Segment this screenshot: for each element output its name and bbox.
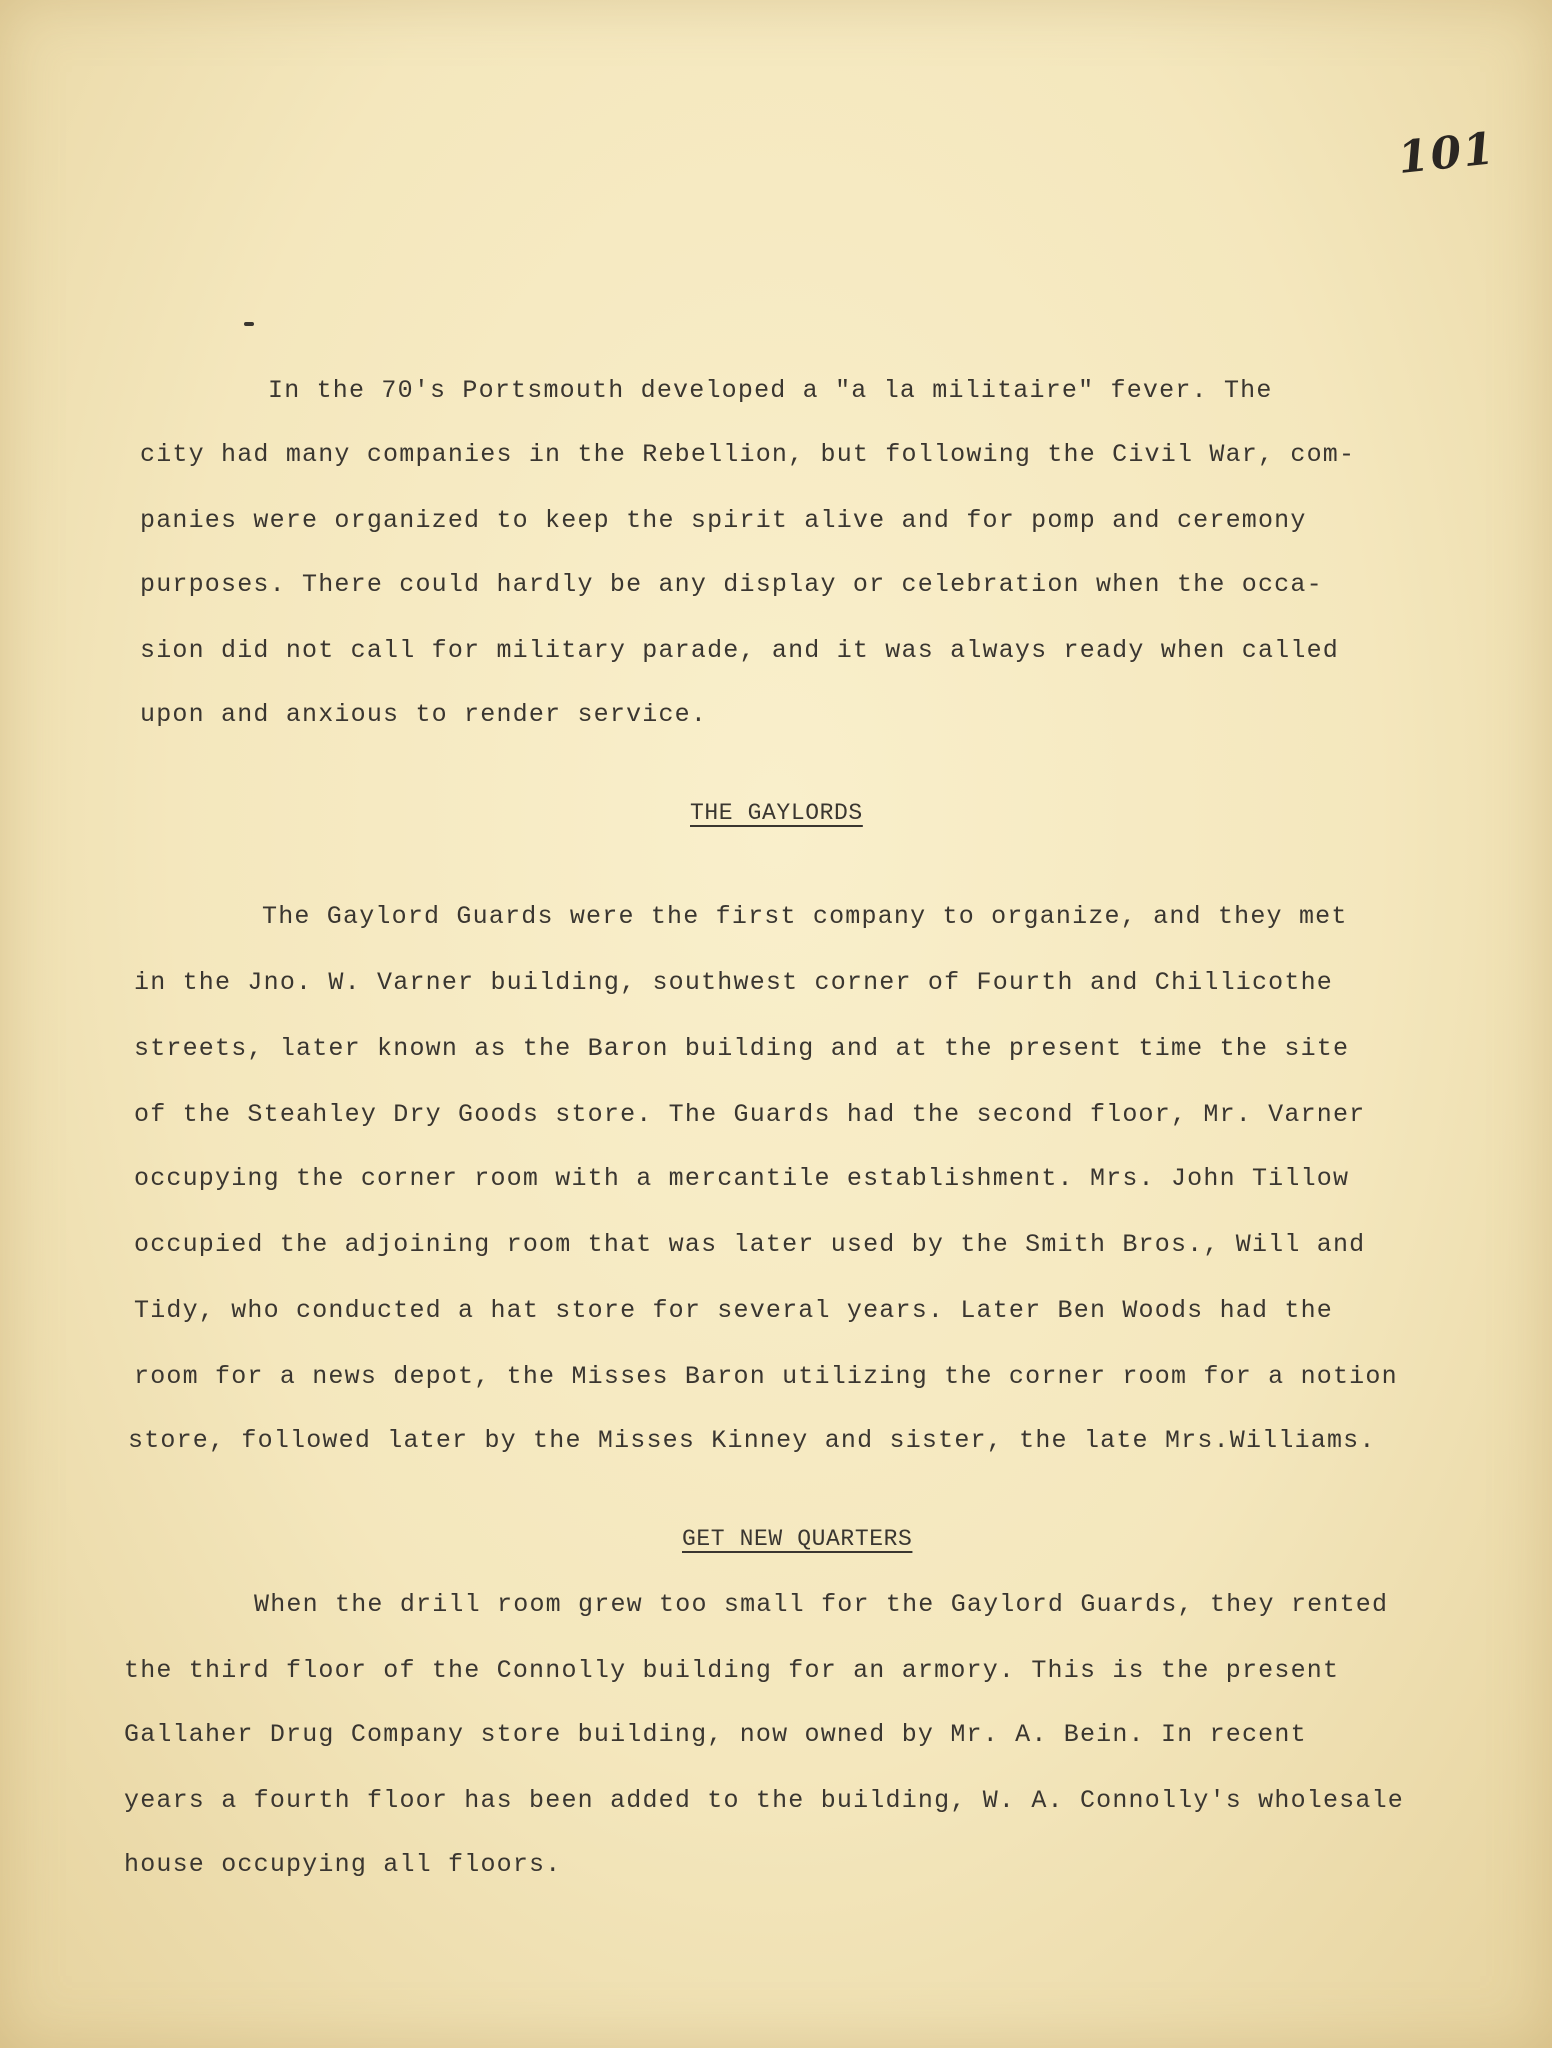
paragraph-line: the third floor of the Connolly building for an armory. This is the present [124, 1656, 1340, 1685]
paragraph-line: years a fourth floor has been added to the building, W. A. Connolly's wholesale [124, 1786, 1404, 1815]
paragraph-line: room for a news depot, the Misses Baron utilizing the corner room for a notion [134, 1362, 1398, 1391]
paragraph-line: occupying the corner room with a mercantile establishment. Mrs. John Tillow [134, 1164, 1350, 1193]
paragraph-line: panies were organized to keep the spirit alive and for pomp and ceremony [140, 506, 1307, 535]
paragraph-line: When the drill room grew too small for the Gaylord Guards, they rented [254, 1590, 1389, 1619]
paragraph-line: streets, later known as the Baron building and at the present time the site [134, 1034, 1350, 1063]
paragraph-line: occupied the adjoining room that was later used by the Smith Bros., Will and [134, 1230, 1366, 1259]
paragraph-line: city had many companies in the Rebellion, but following the Civil War, com- [140, 440, 1356, 469]
paragraph-line: upon and anxious to render service. [140, 700, 708, 729]
section-heading-new-quarters: GET NEW QUARTERS [682, 1526, 913, 1552]
paragraph-line: in the Jno. W. Varner building, southwest corner of Fourth and Chillicothe [134, 968, 1333, 997]
page-number: 101 [1395, 123, 1499, 184]
paragraph-line: of the Steahley Dry Goods store. The Guards had the second floor, Mr. Varner [134, 1100, 1366, 1129]
paragraph-line: Tidy, who conducted a hat store for several years. Later Ben Woods had the [134, 1296, 1333, 1325]
paragraph-line: In the 70's Portsmouth developed a "a la militaire" fever. The [268, 376, 1273, 405]
stray-ink-mark [244, 322, 254, 326]
paragraph-line: store, followed later by the Misses Kinney and sister, the late Mrs.Williams. [128, 1426, 1376, 1455]
paragraph-line: house occupying all floors. [124, 1850, 562, 1879]
paragraph-line: Gallaher Drug Company store building, now owned by Mr. A. Bein. In recent [124, 1720, 1307, 1749]
paragraph-line: purposes. There could hardly be any display or celebration when the occa- [140, 570, 1323, 599]
paragraph-line: sion did not call for military parade, and it was always ready when called [140, 636, 1339, 665]
paragraph-line: The Gaylord Guards were the first company to organize, and they met [262, 902, 1348, 931]
section-heading-gaylords: THE GAYLORDS [690, 800, 863, 826]
